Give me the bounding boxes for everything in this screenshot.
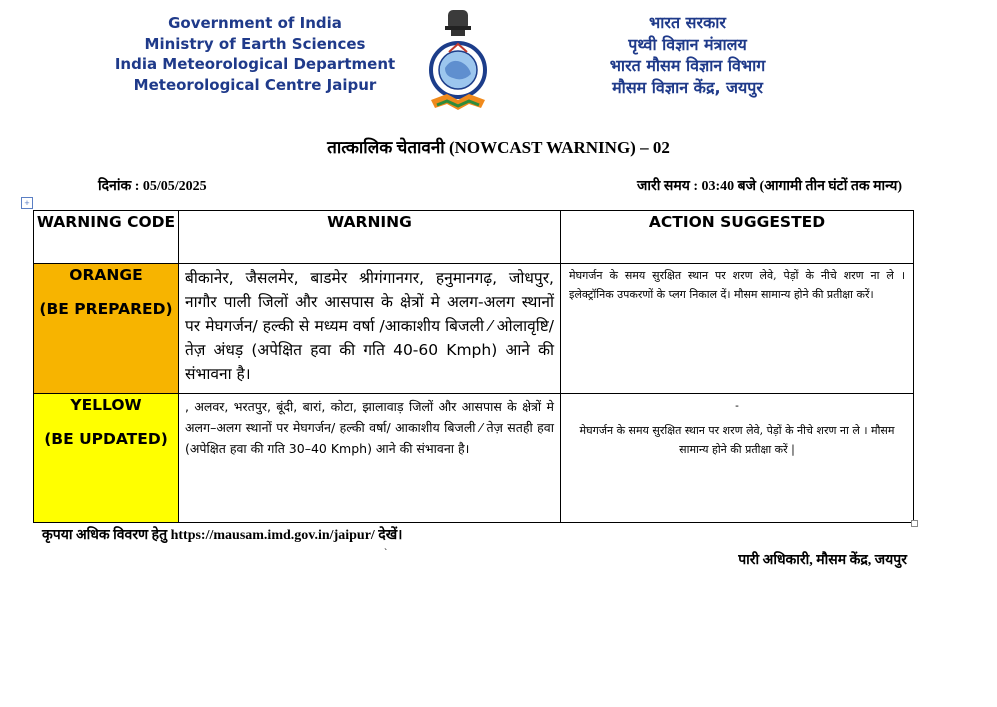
table-resize-handle[interactable] bbox=[911, 520, 918, 527]
action-text-orange: मेघगर्जन के समय सुरक्षित स्थान पर शरण लेवे, पेड़ों के नीचे शरण ना ले । इलेक्ट्रॉनिक उपकरणों के प्लग निकाल दें। मौसम सामान्य होने की प्रतीक्षा करें। bbox=[561, 264, 914, 394]
table-move-handle-icon[interactable]: + bbox=[21, 197, 33, 209]
header-hindi-line: भारत मौसम विज्ञान विभाग bbox=[609, 56, 766, 75]
action-text-yellow: मेघगर्जन के समय सुरक्षित स्थान पर शरण लेवे, पेड़ों के नीचे शरण ना ले । मौसम सामान्य होने की प्रतीक्षा करें | bbox=[579, 424, 895, 456]
page-title: तात्कालिक चेतावनी (NOWCAST WARNING) – 02 bbox=[327, 138, 670, 157]
header-english-line: Meteorological Centre Jaipur bbox=[133, 75, 377, 94]
signature: पारी अधिकारी, मौसम केंद्र, जयपुर bbox=[738, 553, 907, 568]
table-row-yellow bbox=[34, 394, 914, 523]
warning-code-orange bbox=[34, 264, 179, 394]
code-sub: (BE UPDATED) bbox=[44, 430, 168, 448]
header-warning: WARNING bbox=[179, 211, 561, 264]
code-name: ORANGE bbox=[69, 266, 143, 284]
header-english-line: Ministry of Earth Sciences bbox=[144, 34, 366, 53]
header-action-suggested: ACTION SUGGESTED bbox=[561, 211, 914, 264]
action-dash: - bbox=[735, 399, 739, 412]
header-hindi bbox=[575, 12, 800, 98]
header-hindi-line: पृथ्वी विज्ञान मंत्रालय bbox=[628, 34, 747, 54]
warning-code-yellow bbox=[34, 394, 179, 523]
more-info-link[interactable]: कृपया अधिक विवरण हेतु https://mausam.imd.gov.in/jaipur/ देखें। bbox=[42, 528, 403, 543]
header-english-line: India Meteorological Department bbox=[114, 55, 396, 73]
action-cell-yellow bbox=[561, 394, 914, 523]
table-header-row bbox=[34, 211, 914, 264]
table-row-orange bbox=[34, 264, 914, 394]
issue-time-line: जारी समय : 03:40 बजे (आगामी तीन घंटों तक मान्य) bbox=[637, 179, 902, 194]
code-sub: (BE PREPARED) bbox=[39, 300, 173, 318]
warning-text-yellow: , अलवर, भरतपुर, बूंदी, बारां, कोटा, झालावाड़ जिलों और आसपास के क्षेत्रों मे अलग–अलग स्थानों पर मेघगर्जन/ हल्की वर्षा/ आकाशीय बिजली ⁄ तेज़ सतही हवा (अपेक्षित हवा की गति 30–40 Kmph) आने की संभावना है। bbox=[179, 394, 561, 523]
warning-text-orange: बीकानेर, जैसलमेर, बाडमेर श्रीगंगानगर, हनुमानगढ़, जोधपुर, नागौर पाली जिलों और आसपास के क्षेत्रों मे अलग-अलग स्थानों पर मेघगर्जन/ हल्की से मध्यम वर्षा /आकाशीय बिजली ⁄ ओलावृष्टि/ तेज़ अंधड़ (अपेक्षित हवा की गति 40-60 Kmph) आने की संभावना है। bbox=[179, 264, 561, 394]
warning-table bbox=[33, 210, 914, 523]
header-warning-code: WARNING CODE bbox=[34, 211, 179, 264]
header-english bbox=[110, 13, 400, 95]
header-english-line: Government of India bbox=[168, 14, 342, 32]
code-name: YELLOW bbox=[70, 396, 142, 414]
imd-emblem-icon bbox=[425, 8, 491, 112]
header-hindi-line: मौसम विज्ञान केंद्र, जयपुर bbox=[612, 77, 763, 97]
date-line: दिनांक : 05/05/2025 bbox=[98, 179, 207, 194]
stray-mark: ` bbox=[384, 548, 388, 559]
header-hindi-line: भारत सरकार bbox=[649, 13, 726, 32]
